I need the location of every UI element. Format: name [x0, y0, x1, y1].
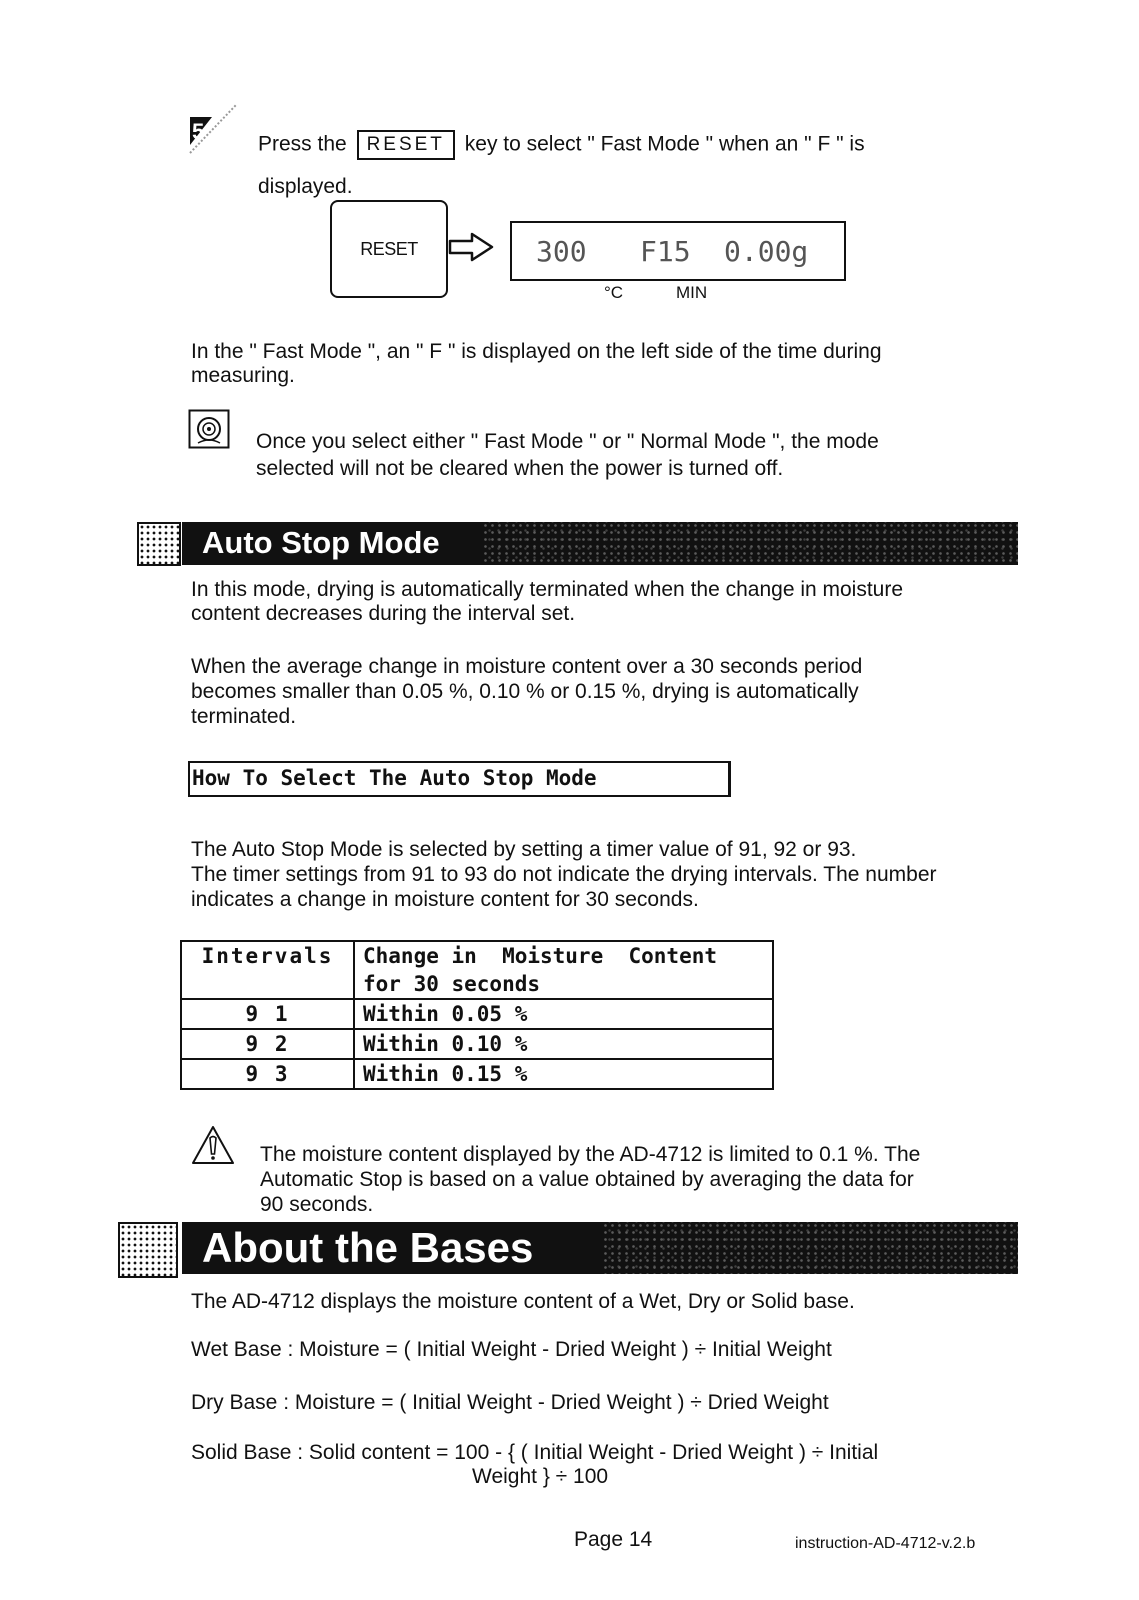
- step-number-badge: [188, 103, 238, 155]
- auto-stop-p2-line-2: becomes smaller than 0.05 %, 0.10 % or 0.15 %, drying is automatically: [191, 680, 859, 703]
- lcd-weight: 0.00g: [724, 234, 809, 268]
- caution-line-3: 90 seconds.: [260, 1193, 374, 1216]
- note-line-2: selected will not be cleared when the power is turned off.: [256, 457, 784, 480]
- note-line-1: Once you select either " Fast Mode " or " Normal Mode ", the mode: [256, 430, 879, 453]
- table-row: 9 3 Within 0.15 %: [181, 1059, 773, 1089]
- table-header-change: Change in Moisture Content for 30 seconds: [354, 941, 773, 999]
- unit-temp-label: °C: [604, 283, 624, 302]
- banner-speckle: [602, 1222, 1018, 1274]
- step-line-1: Press the RESET key to select " Fast Mode " when an " F " is: [258, 130, 865, 160]
- section-icon: [118, 1222, 178, 1278]
- auto-stop-p3-line-3: indicates a change in moisture content for 30 seconds.: [191, 888, 699, 911]
- fast-mode-line-1: In the " Fast Mode ", an " F " is displayed on the left side of the time during: [191, 340, 882, 363]
- step-number: 5: [192, 119, 205, 144]
- note-icon: [188, 409, 230, 454]
- bases-solid-formula-line-1: Solid Base : Solid content = 100 - { ( Initial Weight - Dried Weight ) ÷ Initial: [191, 1441, 879, 1464]
- unit-time-label: MIN: [676, 283, 708, 302]
- lcd-temperature: 300: [536, 234, 587, 268]
- auto-stop-p3-line-2: The timer settings from 91 to 93 do not indicate the drying intervals. The number: [191, 863, 937, 886]
- lcd-time: F15: [640, 234, 691, 268]
- howto-title-box: How To Select The Auto Stop Mode: [188, 761, 731, 797]
- auto-stop-p1-line-2: content decreases during the interval set.: [191, 602, 576, 625]
- table-header-row: [181, 941, 773, 999]
- caution-icon: [190, 1124, 236, 1171]
- page-number: Page 14: [574, 1528, 653, 1551]
- caution-line-1: The moisture content displayed by the AD-4712 is limited to 0.1 %. The: [260, 1143, 921, 1166]
- table-row: 9 1 Within 0.05 %: [181, 999, 773, 1029]
- bases-intro: The AD-4712 displays the moisture content of a Wet, Dry or Solid base.: [191, 1290, 855, 1313]
- reset-key: RESET: [330, 200, 448, 298]
- caution-line-2: Automatic Stop is based on a value obtained by averaging the data for: [260, 1168, 914, 1191]
- bases-solid-formula-line-2: Weight } ÷ 100: [472, 1465, 609, 1488]
- auto-stop-p3-line-1: The Auto Stop Mode is selected by setting a timer value of 91, 92 or 93.: [191, 838, 857, 861]
- document-id: instruction-AD-4712-v.2.b: [795, 1535, 976, 1552]
- table-header-intervals: Intervals: [181, 941, 354, 999]
- reset-key-inline: RESET: [357, 130, 455, 160]
- section-banner-auto-stop: [182, 522, 1018, 565]
- intervals-table: [180, 940, 774, 1090]
- bases-dry-formula: Dry Base : Moisture = ( Initial Weight - Dried Weight ) ÷ Dried Weight: [191, 1391, 829, 1414]
- section-icon: [137, 522, 181, 566]
- section-heading-auto-stop: Auto Stop Mode: [202, 525, 440, 560]
- section-banner-bases: [182, 1222, 1018, 1274]
- auto-stop-p2-line-1: When the average change in moisture content over a 30 seconds period: [191, 655, 863, 678]
- arrow-right-icon: [448, 232, 494, 267]
- lcd-display: [510, 221, 846, 281]
- section-heading-bases: About the Bases: [202, 1224, 534, 1271]
- table-row: 9 2 Within 0.10 %: [181, 1029, 773, 1059]
- bases-wet-formula: Wet Base : Moisture = ( Initial Weight - Dried Weight ) ÷ Initial Weight: [191, 1338, 832, 1361]
- banner-speckle: [482, 522, 1018, 565]
- fast-mode-line-2: measuring.: [191, 364, 295, 387]
- auto-stop-p1-line-1: In this mode, drying is automatically terminated when the change in moisture: [191, 578, 904, 601]
- auto-stop-p2-line-3: terminated.: [191, 705, 297, 728]
- step-line-2: displayed.: [258, 175, 353, 198]
